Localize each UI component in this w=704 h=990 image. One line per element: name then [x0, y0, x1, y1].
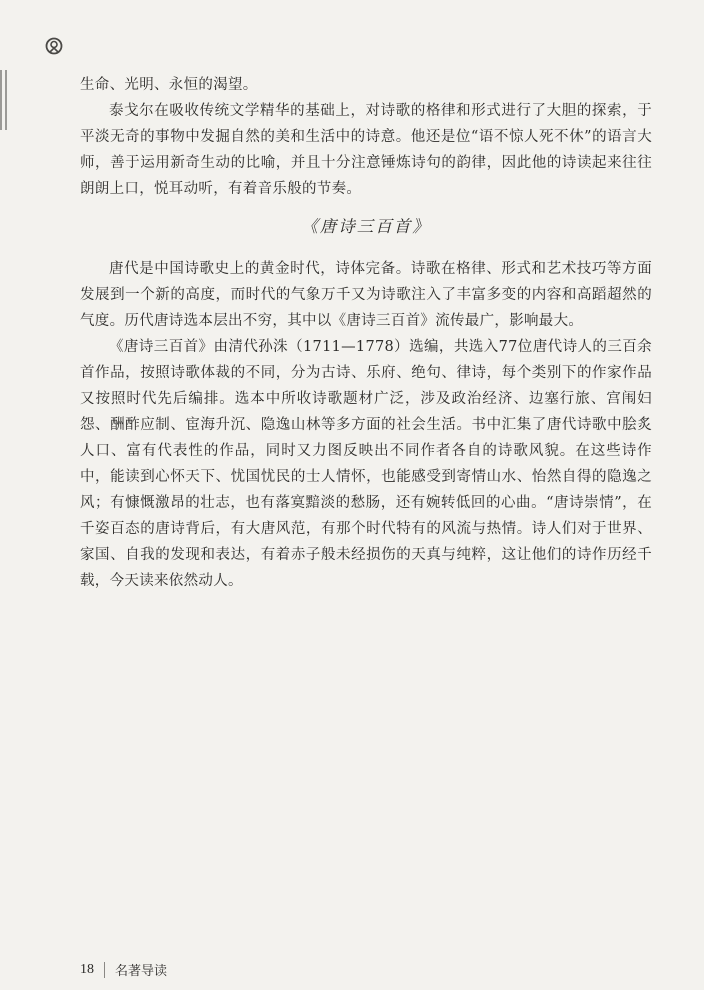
- page-number: 18: [80, 961, 94, 977]
- paragraph-tagore: 泰戈尔在吸收传统文学精华的基础上，对诗歌的格律和形式进行了大胆的探索，于平淡无奇的事物中发掘自然的美和生活中的诗意。他还是位“语不惊人死不休”的语言大师，善于运用新奇生动的比喻，并且十分注意锤炼诗句的韵律，因此他的诗读起来往往朗朗上口，悦耳动听，有着音乐般的节奏。: [80, 103, 652, 197]
- publisher-logo-icon: [44, 36, 64, 56]
- paragraph-tang-detail: 《唐诗三百首》由清代孙洙（1711—1778）选编，共选入77位唐代诗人的三百余首作品，按照诗歌体裁的不同，分为古诗、乐府、绝句、律诗，每个类别下的作家作品又按照时代先后编排。选本中所收诗歌题材广泛，涉及政治经济、边塞行旅、宫闱妇怨、酬酢应制、宦海升沉、隐逸山林等多方面的社会生活。书中汇集了唐代诗歌中脍炙人口、富有代表性的作品，同时又力图反映出不同作者各自的诗歌风貌。在这些诗作中，能读到心怀天下、忧国忧民的士人情怀，也能感受到寄情山水、怡然自得的隐逸之风；有慷慨激昂的壮志，也有落寞黯淡的愁肠，还有婉转低回的心曲。“唐诗崇情”，在千姿百态的唐诗背后，有大唐风范，有那个时代特有的风流与热情。诗人们对于世界、家国、自我的发现和表达，有着赤子般未经损伤的天真与纯粹，这让他们的诗作历经千载，今天读来依然动人。: [80, 339, 652, 589]
- binding-edge-marks: [0, 70, 8, 130]
- paragraph-continuation: 生命、光明、永恒的渴望。: [80, 77, 258, 93]
- section-title: 《唐诗三百首》: [301, 217, 431, 236]
- paragraph-tang-intro: 唐代是中国诗歌史上的黄金时代，诗体完备。诗歌在格律、形式和艺术技巧等方面发展到一个新的高度，而时代的气象万千又为诗歌注入了丰富多变的内容和高蹈超然的气度。历代唐诗选本层出不穷，其中以《唐诗三百首》流传最广，影响最大。: [80, 261, 652, 329]
- page-footer: [80, 960, 167, 979]
- book-title: 名著导读: [115, 964, 168, 979]
- footer-divider: [104, 962, 105, 978]
- document-body: [80, 72, 652, 594]
